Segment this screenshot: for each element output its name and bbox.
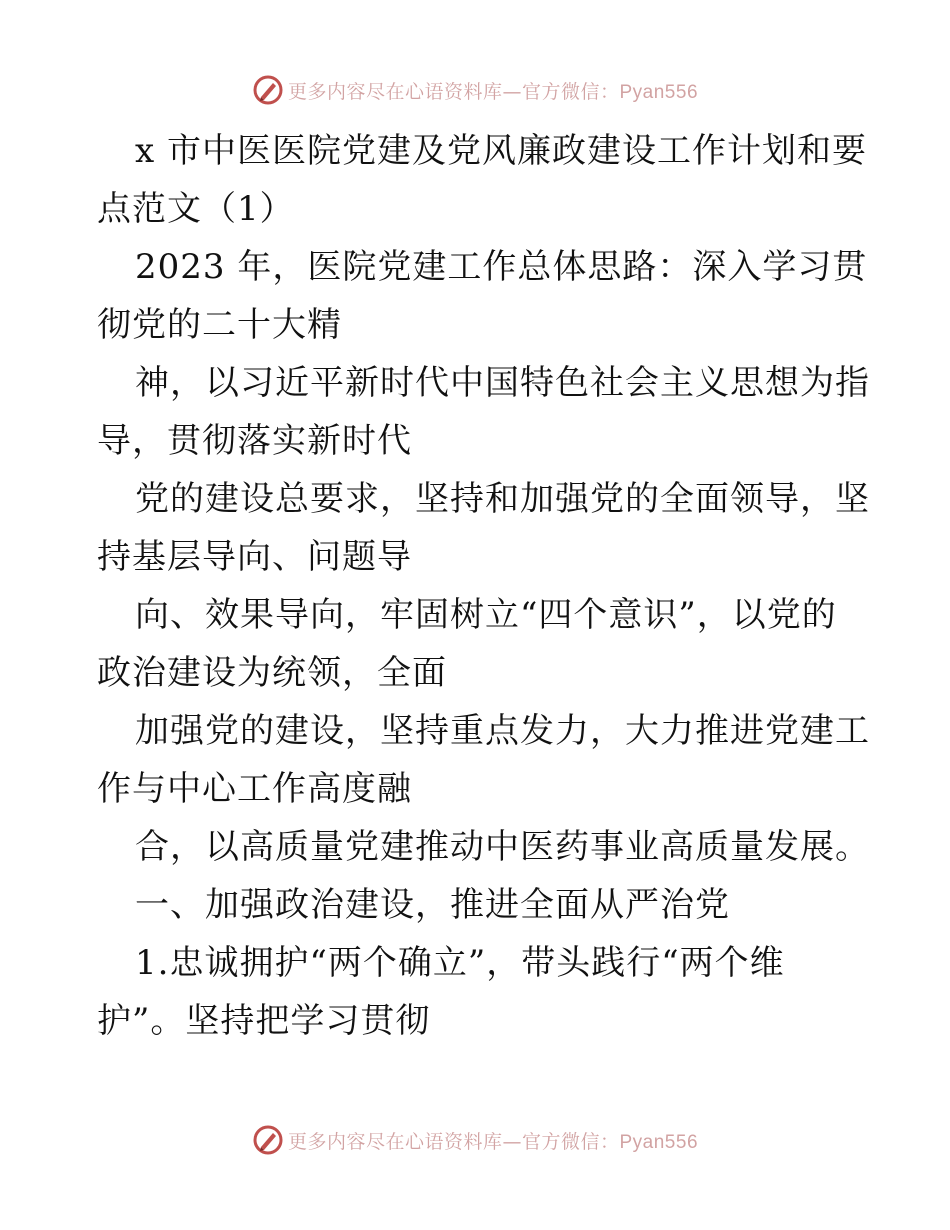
paragraph-line: 护”。坚持把学习贯彻 [97, 1001, 431, 1041]
document-title-line-1: x 市中医医院党建及党风廉政建设工作计划和要 [135, 131, 867, 171]
paragraph-line: 1.忠诚拥护“两个确立”，带头践行“两个维 [135, 943, 785, 983]
paragraph-line: 导，贯彻落实新时代 [97, 421, 412, 461]
paragraph-line: 持基层导向、问题导 [97, 537, 412, 577]
watermark-text: 更多内容尽在心语资料库—官方微信：Pyan556 [287, 80, 699, 103]
paragraph-line: 2023 年，医院党建工作总体思路：深入学习贯 [135, 247, 868, 287]
watermark-text: 更多内容尽在心语资料库—官方微信：Pyan556 [287, 1130, 699, 1153]
pen-circle-logo-icon [252, 1124, 284, 1156]
document-body [97, 122, 870, 1050]
paragraph-line: 合，以高质量党建推动中医药事业高质量发展。 [135, 827, 870, 867]
document-title-line-2: 点范文（1） [97, 189, 295, 229]
paragraph-line: 作与中心工作高度融 [97, 769, 412, 809]
paragraph-line: 神，以习近平新时代中国特色社会主义思想为指 [135, 363, 870, 403]
paragraph-line: 党的建设总要求，坚持和加强党的全面领导，坚 [135, 479, 870, 519]
paragraph-line: 向、效果导向，牢固树立“四个意识”，以党的 [135, 595, 837, 635]
section-heading: 一、加强政治建设，推进全面从严治党 [135, 885, 730, 925]
paragraph-line: 政治建设为统领，全面 [97, 653, 447, 693]
header-watermark-banner [0, 70, 950, 110]
paragraph-line: 彻党的二十大精 [97, 305, 342, 345]
paragraph-line: 加强党的建设，坚持重点发力，大力推进党建工 [135, 711, 870, 751]
pen-circle-logo-icon [252, 74, 284, 106]
footer-watermark-banner [0, 1120, 950, 1160]
